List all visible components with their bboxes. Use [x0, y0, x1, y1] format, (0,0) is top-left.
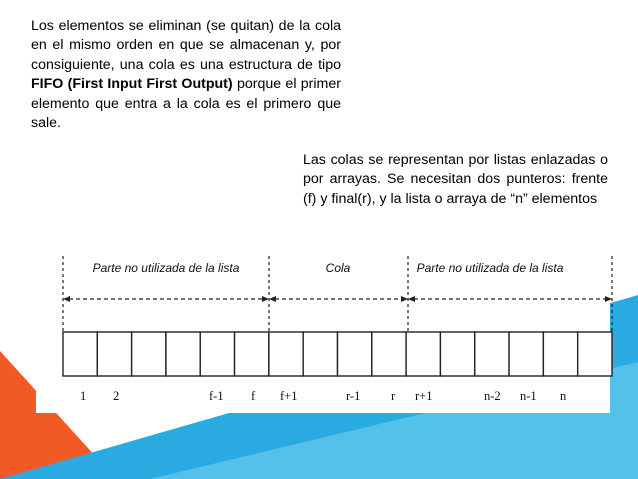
array-cell	[269, 332, 303, 376]
array-cell	[372, 332, 406, 376]
array-cell	[97, 332, 131, 376]
array-cell	[166, 332, 200, 376]
index-f-plus-1: f+1	[280, 389, 298, 403]
array-cell	[303, 332, 337, 376]
label-unused-right: Parte no utilizada de la lista	[416, 261, 564, 275]
index-n-minus-2: n-2	[484, 389, 501, 403]
index-r-plus-1: r+1	[415, 389, 433, 403]
array-cell	[509, 332, 543, 376]
label-queue: Cola	[325, 261, 351, 275]
label-unused-left: Parte no utilizada de la lista	[92, 261, 240, 275]
array-cell	[578, 332, 612, 376]
array-cell	[543, 332, 577, 376]
fifo-bold-term: FIFO (First Input First Output)	[31, 76, 233, 93]
index-1: 1	[80, 389, 87, 403]
fifo-text-2: porque el primer elemento que entra a la cola es el primero que sale.	[31, 76, 341, 132]
array-cells	[63, 332, 612, 376]
array-cell	[63, 332, 97, 376]
array-cell	[235, 332, 269, 376]
array-cell	[475, 332, 509, 376]
index-n-minus-1: n-1	[520, 389, 537, 403]
array-cell	[440, 332, 474, 376]
index-r-minus-1: r-1	[346, 389, 361, 403]
array-cell	[132, 332, 166, 376]
index-2: 2	[113, 389, 120, 403]
fifo-text-1: Los elementos se eliminan (se quitan) de la cola en el mismo orden en que se almacenan y, por consiguiente, una cola es una estructura de tipo	[31, 18, 341, 73]
index-f-minus-1: f-1	[209, 389, 224, 403]
array-cell	[338, 332, 372, 376]
index-n: n	[560, 389, 567, 403]
index-f: f	[251, 389, 256, 403]
array-cell	[406, 332, 440, 376]
pointers-paragraph: Las colas se representan por listas enlazadas o por arrayas. Se necesitan dos punteros: frente (f) y final(r), y la lista o arraya de “n” elementos	[303, 152, 608, 207]
array-cell	[200, 332, 234, 376]
index-r: r	[391, 389, 396, 403]
